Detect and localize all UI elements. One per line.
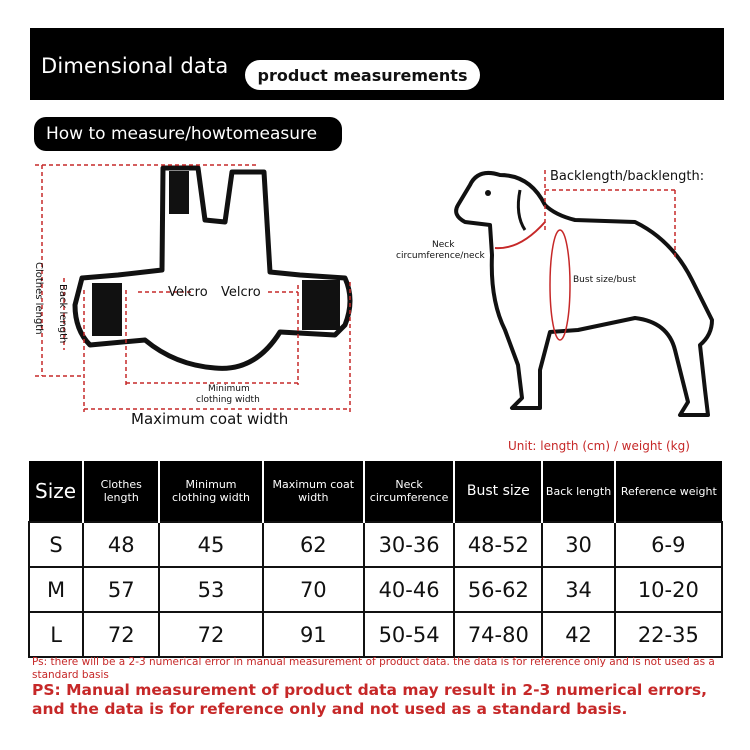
velcro-left-pad: [92, 283, 122, 336]
header-cell: Minimum clothing width: [159, 461, 262, 522]
table-cell: 45: [159, 522, 262, 567]
clothes-length-label: Clothes length: [33, 262, 44, 335]
table-cell: L: [29, 612, 83, 657]
table-cell: 62: [263, 522, 364, 567]
dog-silhouette: [456, 173, 712, 415]
size-table: [28, 461, 723, 658]
min-width-label-1: Minimum: [208, 384, 250, 394]
table-cell: 6-9: [615, 522, 722, 567]
table-row: [29, 522, 722, 567]
max-width-label: Maximum coat width: [131, 410, 289, 428]
table-cell: 10-20: [615, 567, 722, 612]
table-cell: 53: [159, 567, 262, 612]
dog-eye: [485, 190, 491, 196]
table-cell: 48-52: [454, 522, 542, 567]
table-cell: 56-62: [454, 567, 542, 612]
table-row: [29, 567, 722, 612]
header-cell: Size: [29, 461, 83, 522]
note-small: Ps: there will be a 2-3 numerical error in manual measurement of product data. the data is for reference only and is not used as a standard basis: [32, 656, 715, 681]
header-cell: Maximum coat width: [263, 461, 364, 522]
table-cell: M: [29, 567, 83, 612]
backlength-label: Backlength/backlength:: [550, 169, 705, 184]
velcro-right-label: Velcro: [221, 285, 261, 300]
header-cell: Neck circumference: [364, 461, 454, 522]
header-cell: Bust size: [454, 461, 542, 522]
table-cell: 91: [263, 612, 364, 657]
neck-label-2: circumference/neck: [396, 251, 485, 261]
garment-outline: [75, 168, 350, 368]
table-cell: 50-54: [364, 612, 454, 657]
velcro-strap: [169, 171, 189, 214]
table-cell: 34: [542, 567, 614, 612]
table-cell: 30-36: [364, 522, 454, 567]
back-length-label: Back length: [57, 284, 68, 344]
table-row: [29, 612, 722, 657]
neck-label-1: Neck: [432, 240, 455, 250]
table-cell: 72: [159, 612, 262, 657]
bust-label: Bust size/bust: [573, 275, 637, 285]
table-cell: 22-35: [615, 612, 722, 657]
table-cell: 48: [83, 522, 159, 567]
table-cell: 72: [83, 612, 159, 657]
how-to-measure-label: How to measure/howtomeasure: [34, 117, 342, 151]
header-cell: Clothes length: [83, 461, 159, 522]
table-cell: 57: [83, 567, 159, 612]
velcro-right-pad: [302, 280, 340, 330]
min-width-label-2: clothing width: [196, 395, 260, 405]
table-cell: S: [29, 522, 83, 567]
garment-diagram: [75, 168, 350, 368]
dog-diagram: [456, 173, 712, 415]
page-title: Dimensional data: [41, 54, 229, 78]
table-cell: 40-46: [364, 567, 454, 612]
header-cell: Back length: [542, 461, 614, 522]
header-pill: product measurements: [245, 60, 480, 90]
header-cell: Reference weight: [615, 461, 722, 522]
table-cell: 42: [542, 612, 614, 657]
unit-note: Unit: length (cm) / weight (kg): [508, 439, 690, 453]
table-header-row: [29, 461, 722, 522]
table-cell: 70: [263, 567, 364, 612]
table-cell: 74-80: [454, 612, 542, 657]
note-big: PS: Manual measurement of product data may result in 2-3 numerical errors, and the data is for reference only and not used as a standard basis.: [32, 681, 707, 718]
velcro-left-label: Velcro: [168, 285, 208, 300]
table-cell: 30: [542, 522, 614, 567]
